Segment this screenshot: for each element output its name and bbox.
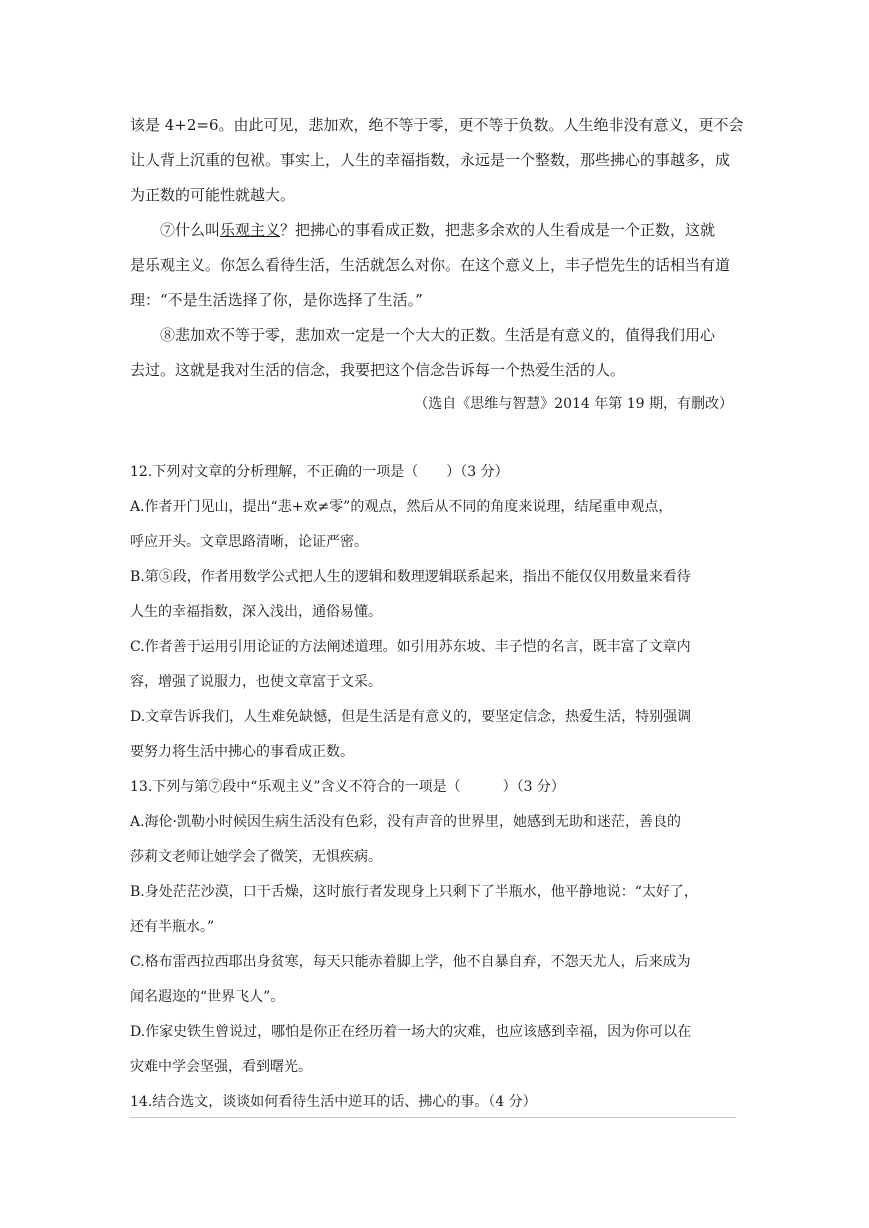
q13-option-c-line-1: C.格布雷西拉西耶出身贫寒，每天只能赤着脚上学，他不自暴自弃，不怨天尤人，后来成为 — [130, 954, 691, 970]
q12-option-c-line-1: C.作者善于运用引用论证的方法阐述道理。如引用苏东坡、丰子恺的名言，既丰富了文章内 — [130, 639, 691, 655]
passage-p7-line-1 — [160, 220, 740, 240]
q13-option-b-line-1: B.身处茫茫沙漠，口干舌燥，这时旅行者发现身上只剩下了半瓶水，他平静地说：“太好了， — [130, 884, 698, 900]
q13-option-a-line-2: 莎莉文老师让她学会了微笑，无惧疾病。 — [130, 849, 382, 865]
q12-option-a-line-2: 呼应开头。文章思路清晰，论证严密。 — [130, 534, 368, 550]
p7-rest: ？把拂心的事看成正数，把悲多余欢的人生看成是一个正数，这就 — [280, 221, 716, 239]
q14-stem: 14.结合选文，谈谈如何看待生活中逆耳的话、拂心的事。（4 分） — [130, 1094, 537, 1110]
passage-p8-line-2: 去过。这就是我对生活的信念，我要把这个信念告诉每一个热爱生活的人。 — [130, 361, 626, 379]
q13-option-c-line-2: 闻名遐迩的“世界飞人”。 — [130, 989, 285, 1005]
source-citation: （选自《思维与智慧》2014 年第 19 期，有删改） — [414, 396, 733, 412]
answer-line — [130, 1117, 736, 1118]
p7-lead: ⑦什么叫 — [160, 221, 221, 239]
q12-option-a-line-1: A.作者开门见山，提出“悲+欢≠零”的观点，然后从不同的角度来说理，结尾重申观点， — [130, 499, 673, 515]
passage-p6-line-2: 让人背上沉重的包袱。事实上，人生的幸福指数，永远是一个整数，那些拂心的事越多，成 — [130, 151, 731, 169]
passage-p8-line-1: ⑧悲加欢不等于零，悲加欢一定是一个大大的正数。生活是有意义的，值得我们用心 — [160, 326, 716, 344]
optimism-term: 乐观主义 — [220, 221, 281, 239]
q13-stem: 13.下列与第⑦段中“乐观主义”含义不符合的一项是（ ）（3 分） — [130, 779, 565, 795]
passage-p7-line-2: 是乐观主义。你怎么看待生活，生活就怎么对你。在这个意义上，丰子恺先生的话相当有道 — [130, 256, 731, 274]
q12-option-b-line-2: 人生的幸福指数，深入浅出，通俗易懂。 — [130, 604, 382, 620]
q12-option-d-line-1: D.文章告诉我们，人生难免缺憾，但是生活是有意义的，要坚定信念，热爱生活，特别强调 — [130, 709, 692, 725]
q12-option-b-line-1: B.第⑤段，作者用数学公式把人生的逻辑和数理逻辑联系起来，指出不能仅仅用数量来看待 — [130, 569, 691, 585]
passage-p6-line-1: 该是 4+2=6。由此可见，悲加欢，绝不等于零，更不等于负数。人生绝非没有意义，更不会 — [130, 116, 744, 134]
q12-stem: 12.下列对文章的分析理解，不正确的一项是（ ）（3 分） — [130, 464, 509, 480]
q12-option-c-line-2: 容，增强了说服力，也使文章富于文采。 — [130, 674, 382, 690]
passage-p7-line-3: 理：“不是生活选择了你，是你选择了生活。” — [130, 291, 423, 309]
q12-option-d-line-2: 要努力将生活中拂心的事看成正数。 — [130, 744, 354, 760]
q13-option-d-line-1: D.作家史铁生曾说过，哪怕是你正在经历着一场大的灾难，也应该感到幸福，因为你可以在 — [130, 1024, 692, 1040]
q13-option-a-line-1: A.海伦·凯勒小时候因生病生活没有色彩，没有声音的世界里，她感到无助和迷茫，善良的 — [130, 814, 682, 830]
q13-option-d-line-2: 灾难中学会坚强，看到曙光。 — [130, 1059, 312, 1075]
q13-option-b-line-2: 还有半瓶水。” — [130, 919, 215, 935]
passage-p6-line-3: 为正数的可能性就越大。 — [130, 186, 296, 204]
